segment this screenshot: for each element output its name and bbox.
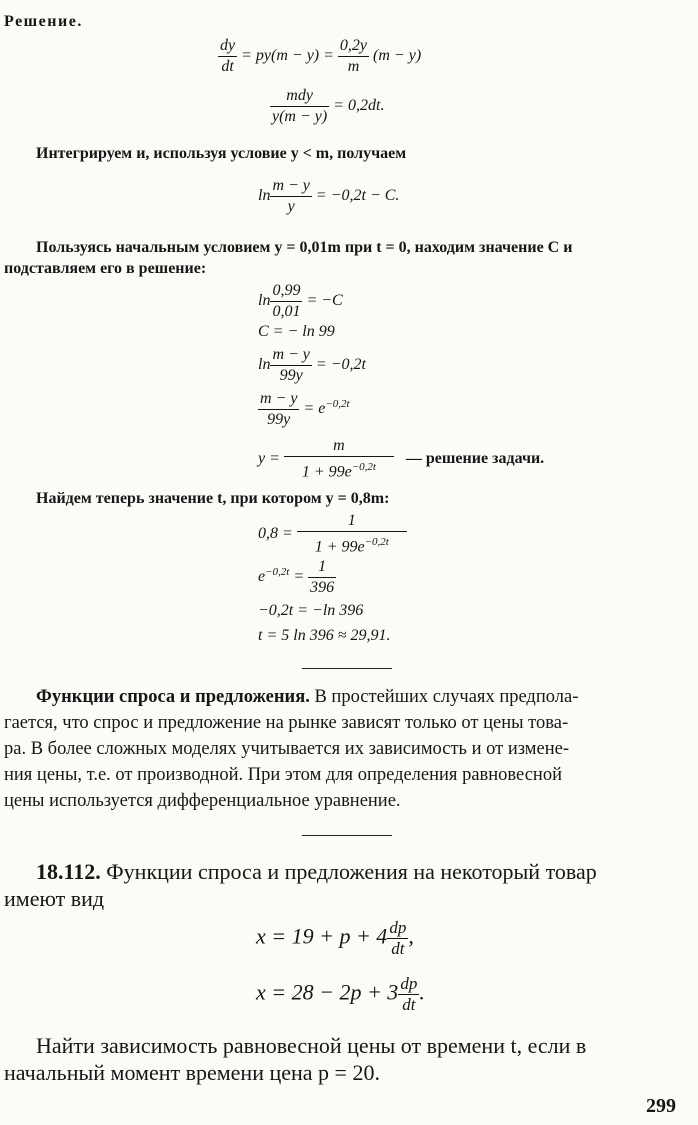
equation-5: C = − ln 99 — [258, 323, 335, 340]
equation-9: 0,8 = $\frac{1}{1 + 99e^{-0,2t}}$ — [258, 511, 407, 557]
page-number: 299 — [646, 1095, 676, 1117]
paragraph-integrate: Интегрируем и, используя условие y < m, получаем — [36, 145, 407, 162]
problem-equation-a: x = 19 + p + 4 $\frac{dp}{dt}$ , — [256, 918, 414, 958]
equation-6: ln $\frac{m - y}{99y}$ = −0,2t — [258, 346, 366, 384]
paragraph-initial-line-2: подставляем его в решение: — [4, 260, 207, 277]
equation-10: $e^{-0,2t}$ = $\frac{1}{396}$ — [258, 558, 335, 596]
equation-7: $\frac{m - y}{99y}$ = $e^{-0,2t}$ — [260, 390, 350, 428]
problem-task-line-1: Найти зависимость равновесной цены от времени t, если в — [36, 1033, 587, 1058]
supply-demand-line-3: ра. В более сложных моделях учитывается их зависимость и от измене- — [4, 739, 569, 759]
paragraph-find-t: Найдем теперь значение t, при котором y = 0,8m: — [36, 490, 390, 507]
equation-4: ln $\frac{0,99}{0,01}$ = −C — [258, 282, 343, 320]
supply-demand-line-4: ния цены, т.е. от производной. При этом для определения равновесной — [4, 765, 562, 785]
section-divider-2 — [302, 835, 392, 836]
equation-8: y = $\frac{m}{1 + 99e^{-0,2t}}$ — решение задачи. — [258, 437, 545, 481]
problem-line-1: 18.112. Функции спроса и предложения на некоторый товар — [36, 859, 597, 884]
paragraph-initial-line-1: Пользуясь начальным условием y = 0,01m при t = 0, находим значение C и — [36, 239, 573, 256]
supply-demand-line-2: гается, что спрос и предложение на рынке зависят только от цены това- — [4, 713, 569, 733]
section-divider-1 — [302, 668, 392, 669]
problem-equation-b: x = 28 − 2p + 3 $\frac{dp}{dt}$ . — [256, 974, 425, 1014]
problem-task-line-2: начальный момент времени цена p = 20. — [4, 1060, 380, 1085]
solution-heading: Решение. — [4, 13, 83, 30]
equation-11: −0,2t = −ln 396 — [258, 602, 364, 619]
problem-line-2: имеют вид — [4, 886, 105, 911]
problem-number: 18.112. — [36, 859, 101, 884]
equation-12: t = 5 ln 396 ≈ 29,91. — [258, 627, 391, 644]
supply-demand-line-1: Функции спроса и предложения. В простейших случаях предпола- — [36, 687, 579, 707]
supply-demand-term: Функции спроса и предложения. — [36, 687, 310, 707]
equation-3: ln $\frac{m - y}{y}$ = −0,2t − C. — [258, 177, 400, 215]
supply-demand-line-5: цены используется дифференциальное уравнение. — [4, 791, 401, 811]
equation-2: $\frac{\text{mdy}}{y(m - y)}$ = 0,2dt. — [272, 87, 385, 125]
equation-1: $\frac{dy}{dt}$ = py(m − y) = $\frac{0,2y}{m}$ (m − y) — [220, 37, 422, 75]
